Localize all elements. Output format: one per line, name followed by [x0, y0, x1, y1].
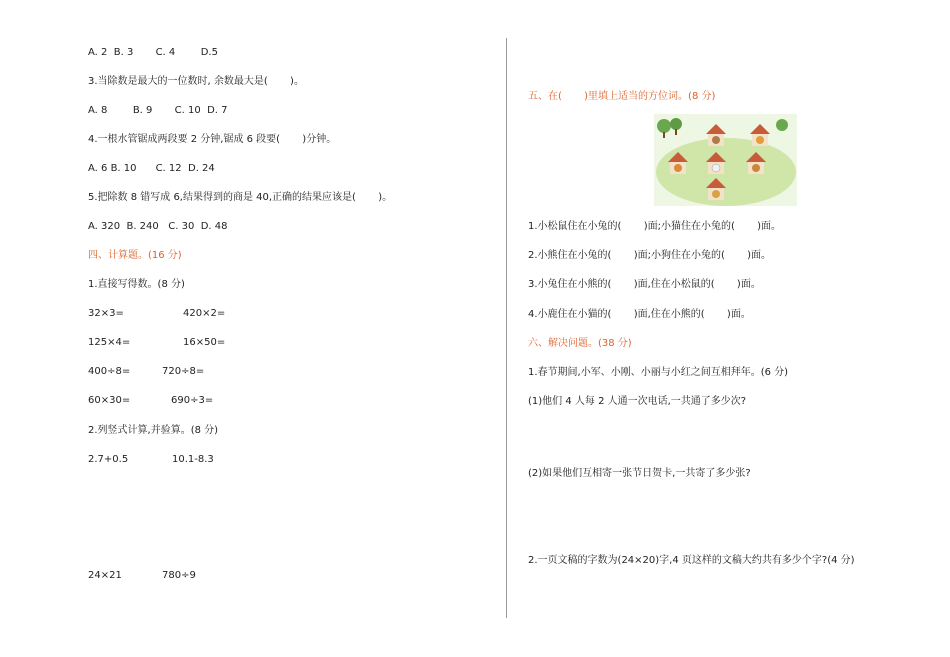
s5-item: 1.小松鼠住在小兔的( )面;小猫住在小兔的( )面。 [528, 221, 782, 232]
calc-item: 32×3= [88, 308, 124, 319]
q5-options: A. 320 B. 240 C. 30 D. 48 [88, 221, 228, 232]
problem-1a: (1)他们 4 人每 2 人通一次电话,一共通了多少次? [528, 396, 747, 407]
calc-item: 420×2= [183, 308, 226, 319]
section-6-title: 六、解决问题。(38 分) [528, 338, 632, 349]
q3-options: A. 8 B. 9 C. 10 D. 7 [88, 105, 228, 116]
calc-item: 60×30= [88, 395, 131, 406]
question-3: 3.当除数是最大的一位数时, 余数最大是( )。 [88, 76, 304, 87]
calc1-title: 1.直接写得数。(8 分) [88, 279, 185, 290]
problem-1b: (2)如果他们互相寄一张节日贺卡,一共寄了多少张? [528, 468, 751, 479]
calc-item: 16×50= [183, 337, 226, 348]
question-5: 5.把除数 8 错写成 6,结果得到的商是 40,正确的结果应该是( )。 [88, 192, 393, 203]
section-4-title: 四、计算题。(16 分) [88, 250, 182, 261]
q2-options: A. 2 B. 3 C. 4 D.5 [88, 47, 218, 58]
calc-item: 720÷8= [162, 366, 205, 377]
s5-item: 3.小兔住在小熊的( )面,住在小松鼠的( )面。 [528, 279, 761, 290]
calc-item: 400÷8= [88, 366, 131, 377]
section-5-title: 五、在( )里填上适当的方位词。(8 分) [528, 91, 716, 102]
calc-item: 125×4= [88, 337, 131, 348]
calc2-item: 10.1-8.3 [172, 454, 214, 465]
q4-options: A. 6 B. 10 C. 12 D. 24 [88, 163, 215, 174]
calc2-item: 780÷9 [162, 570, 196, 581]
animal-houses-illustration [654, 114, 797, 206]
calc2-item: 24×21 [88, 570, 122, 581]
column-divider [506, 38, 507, 618]
problem-1: 1.春节期间,小军、小刚、小丽与小红之间互相拜年。(6 分) [528, 367, 789, 378]
calc-item: 690÷3= [171, 395, 214, 406]
problem-2: 2.一页文稿的字数为(24×20)字,4 页这样的文稿大约共有多少个字?(4 分) [528, 555, 855, 566]
question-4: 4.一根水管锯成两段要 2 分钟,锯成 6 段要( )分钟。 [88, 134, 337, 145]
s5-item: 4.小鹿住在小猫的( )面,住在小熊的( )面。 [528, 309, 751, 320]
calc2-title: 2.列竖式计算,并验算。(8 分) [88, 425, 219, 436]
s5-item: 2.小熊住在小兔的( )面;小狗住在小兔的( )面。 [528, 250, 772, 261]
calc2-item: 2.7+0.5 [88, 454, 129, 465]
